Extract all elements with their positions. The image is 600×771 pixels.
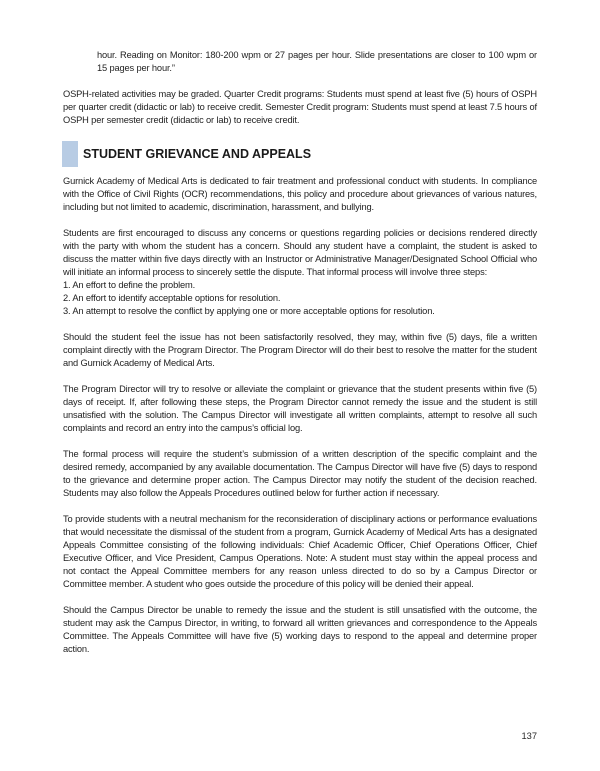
osph-paragraph: OSPH-related activities may be graded. Quarter Credit programs: Students must spend at least five (5) hours of OSPH per quarter credit (didactic or lab) to receive credit. Semester Credit program: Students must spend at least 7.5 hours of OSPH per semester credit (didactic or lab) to receive credit. [63,89,537,125]
quote-continuation: hour. Reading on Monitor: 180-200 wpm or 27 pages per hour. Slide presentations are closer to 100 wpm or 15 pages per hour.” [97,50,537,73]
paragraph-forward-appeal: Should the Campus Director be unable to remedy the issue and the student is still unsatisfied with the outcome, the student may ask the Campus Director, in writing, to forward all written grievances and correspondence to the Appeals Committee. The Appeals Committee will have five (5) working days to respond to the appeal and determine proper action. [63,605,537,654]
paragraph-program-director: The Program Director will try to resolve or alleviate the complaint or grievance that the student presents within five (5) days of receipt. If, after following these steps, the Program Director cannot remedy the issue and the student is still unsatisfied with the solution. The Campus Director will investigate all written complaints, attempt to resolve all such complaints and record an entry into the campus’s official log. [63,384,537,433]
step-item-1: 1. An effort to define the problem. [63,280,196,290]
paragraph-formal-process: The formal process will require the student’s submission of a written description of the specific complaint and the desired remedy, accompanied by any available documentation. The Campus Director will have five (5) days to respond to the grievance and determine proper action. The Campus Director may notify the student of the decision reached. Students may also follow the Appeals Procedures outlined below for further action if necessary. [63,449,537,498]
paragraph-appeals-committee: To provide students with a neutral mechanism for the reconsideration of disciplinary actions or performance evaluations that would necessitate the dismissal of the student from a program, Gurnick Academy of Medical Arts has a designated Appeals Committee consisting of the following individuals: Chief Academic Officer, Chief Operations Officer, Chief Executive Officer, and Vice President, Campus Operations. Note: A student must stay within the appeal process and not contact the Appeal Committee members for any reason unless directed to do so by a Campus Director or Committee member. A student who goes outside the procedure of this policy will be denied their appeal. [63,514,537,589]
heading-marker-square [62,141,78,167]
step-item-3: 3. An attempt to resolve the conflict by applying one or more acceptable options for resolution. [63,306,435,316]
grievance-steps-list [63,279,537,318]
paragraph-informal-process: Students are first encouraged to discuss any concerns or questions regarding policies or decisions rendered directly with the party with whom the student has a concern. Should any student have a complaint, the student is asked to discuss the matter within five days directly with an Instructor or Administrative Manager/Designated School Official who will initiate an informal process to sincerely settle the dispute. That informal process will involve three steps: [63,228,537,277]
step-item-2: 2. An effort to identify acceptable options for resolution. [63,293,281,303]
paragraph-written-complaint: Should the student feel the issue has not been satisfactorily resolved, they may, within five (5) days, file a written complaint directly with the Program Director. The Program Director will do their best to resolve the matter for the student and Gurnick Academy of Medical Arts. [63,332,537,368]
paragraph-intro: Gurnick Academy of Medical Arts is dedicated to fair treatment and professional conduct with students. In compliance with the Office of Civil Rights (OCR) recommendations, this policy and procedure about grievances of various natures, including but not limited to academic, discrimination, harassment, and bullying. [63,176,537,212]
page-number: 137 [521,731,537,741]
section-heading: STUDENT GRIEVANCE AND APPEALS [83,146,312,161]
section-heading-row [62,141,537,167]
